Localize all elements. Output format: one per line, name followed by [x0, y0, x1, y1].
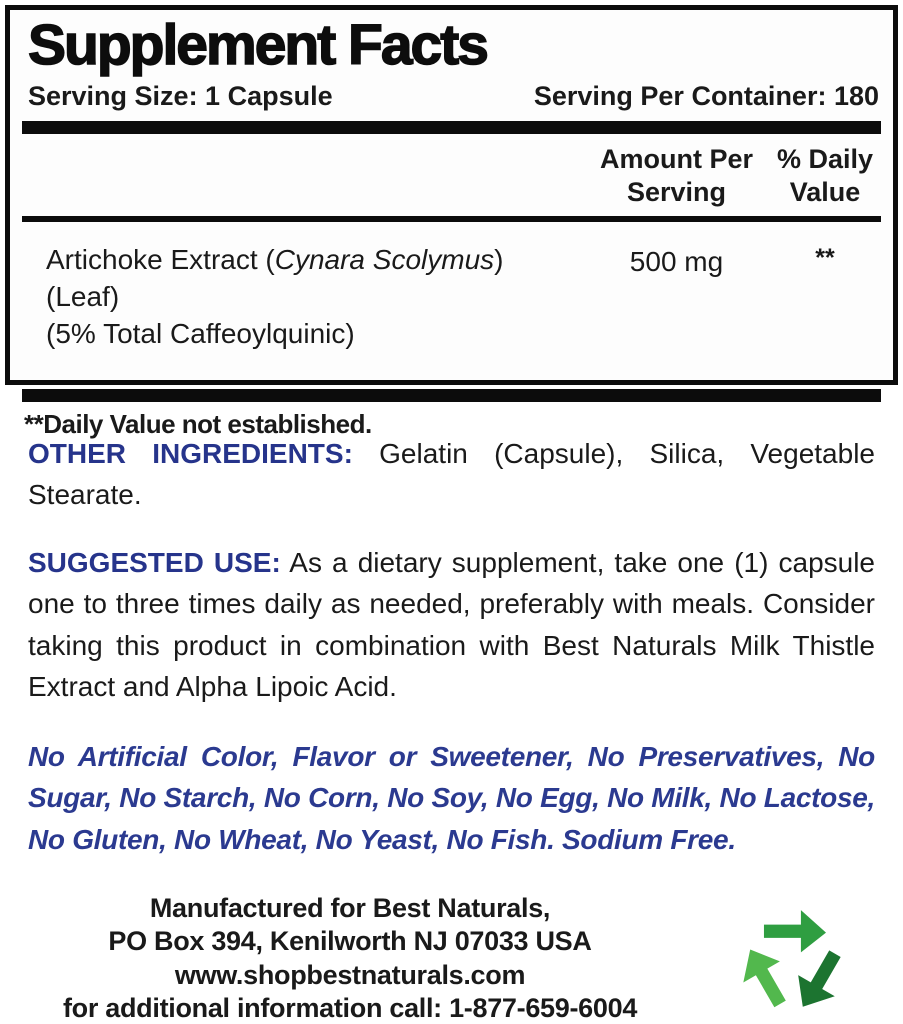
- website-line: www.shopbestnaturals.com: [174, 959, 526, 990]
- phone-line: for additional information call: 1-877-659-6004: [62, 993, 638, 1024]
- claims-paragraph: No Artificial Color, Flavor or Sweetener, No Preservatives, No Sugar, No Starch, No Corn, No Soy, No Egg, No Milk, No Lactose, No Gluten, No Wheat, No Yeast, No Fish. Sodium Free.: [28, 740, 875, 855]
- supplement-facts-panel: [5, 5, 898, 439]
- ingredient-row: [22, 222, 881, 389]
- panel-title: Supplement Facts: [28, 13, 487, 77]
- ingredient-amount: 500 mg: [629, 245, 724, 277]
- suggested-use-label: SUGGESTED USE:: [28, 546, 281, 578]
- suggested-use-paragraph: [28, 542, 875, 708]
- daily-value-header: % Daily Value: [776, 143, 874, 207]
- manufacturer-info: [0, 892, 700, 1024]
- column-headers: [22, 134, 881, 216]
- divider-thick-top: [22, 121, 881, 134]
- ingredient-name: Artichoke Extract (Cynara Scolymus) (Leaf) (5% Total Caffeoylquinic): [46, 243, 504, 349]
- ingredient-daily-value: **: [815, 243, 835, 272]
- manufacturer-line: Manufactured for Best Naturals,: [149, 892, 551, 923]
- suggested-use-text: As a dietary supplement, take one (1) capsule one to three times daily as needed, preferably with meals. Consider taking this product in combination with Best Naturals Milk Thistle Extract and Alpha Lipoic Acid.: [28, 546, 876, 703]
- ingredient-species-italic: Cynara Scolymus: [274, 243, 495, 275]
- divider-thick-bottom: [22, 389, 881, 402]
- recycle-icon: [700, 893, 885, 1024]
- amount-per-serving-header: Amount Per Serving: [599, 143, 753, 207]
- ingredient-standardization: (5% Total Caffeoylquinic): [46, 317, 355, 349]
- address-line: PO Box 394, Kenilworth NJ 07033 USA: [108, 926, 592, 957]
- other-ingredients-label: OTHER INGREDIENTS:: [28, 438, 353, 469]
- other-ingredients-text: Gelatin (Capsule), Silica, Vegetable Stearate.: [28, 438, 875, 511]
- daily-value-footnote: **Daily Value not established.: [24, 408, 372, 439]
- servings-per-container: Serving Per Container: 180: [533, 80, 879, 111]
- other-ingredients-paragraph: [28, 433, 875, 516]
- serving-row: [22, 76, 881, 112]
- footer: [0, 892, 903, 1024]
- serving-size: Serving Size: 1 Capsule: [28, 80, 333, 111]
